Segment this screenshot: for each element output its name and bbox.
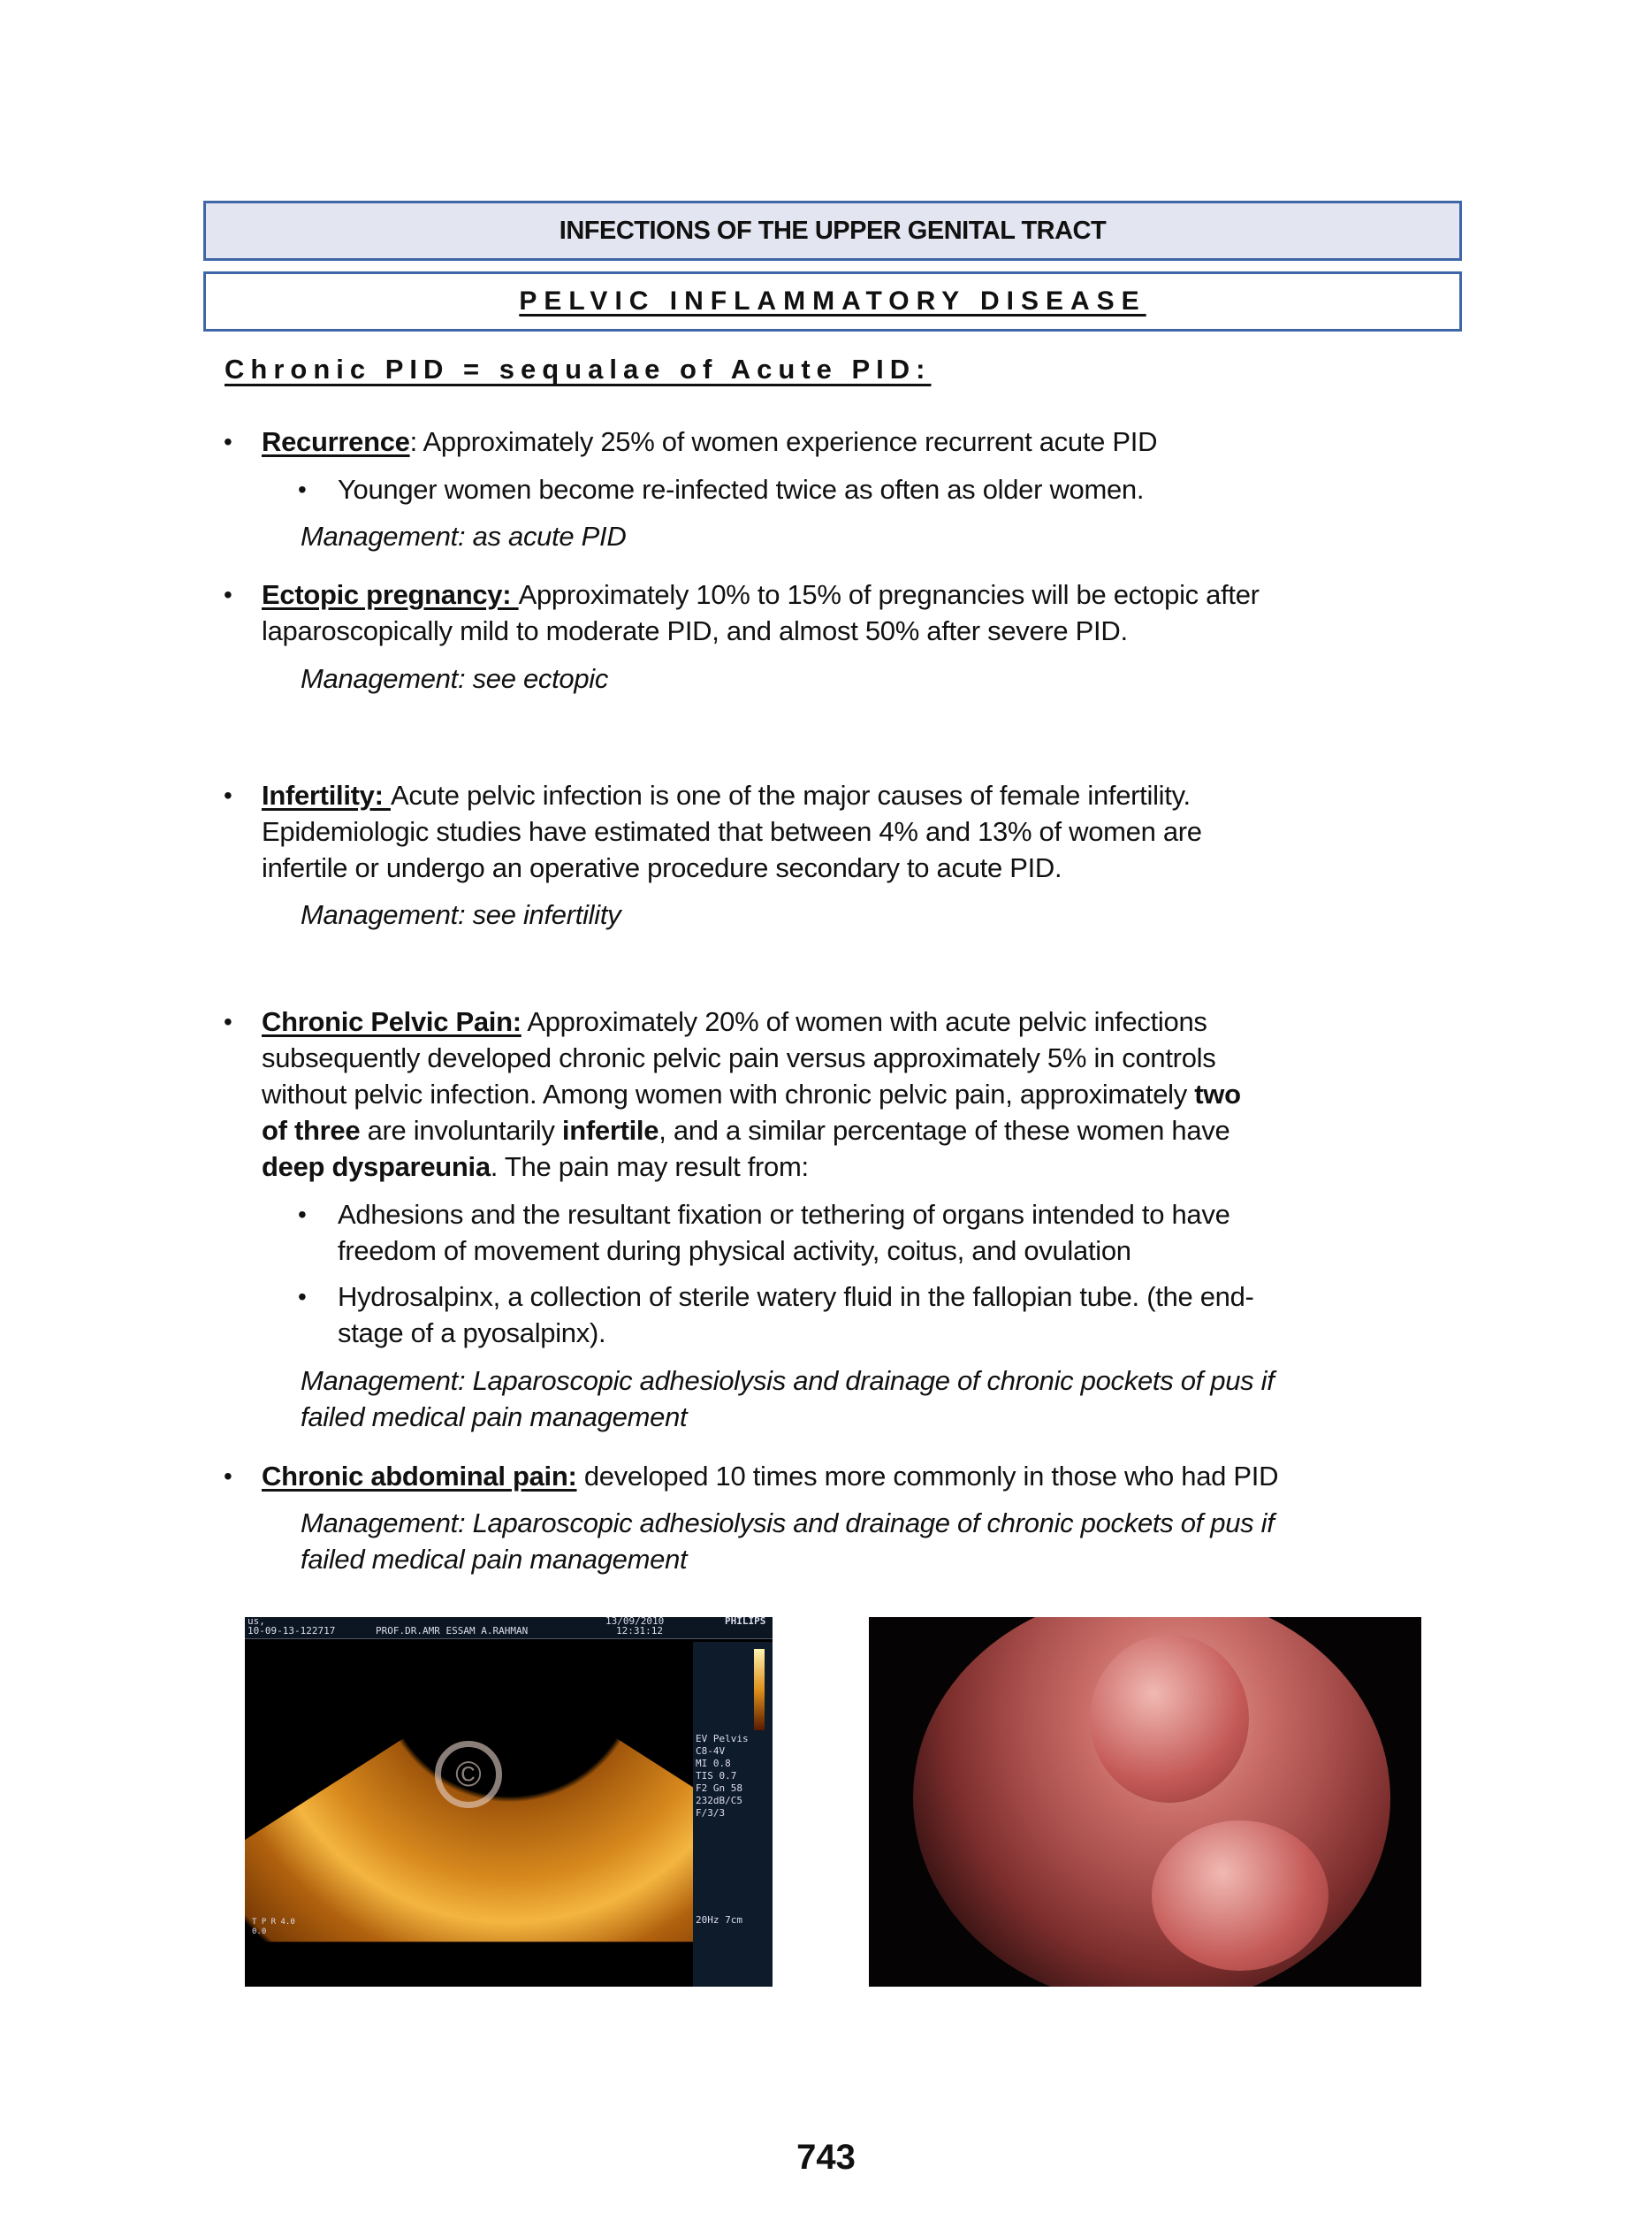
text-line (262, 850, 1062, 886)
text-line (262, 1458, 1278, 1494)
text-line (262, 1148, 809, 1185)
us-param: MI 0.8 (696, 1758, 731, 1769)
us-id: us, (247, 1617, 265, 1627)
bullet-icon: • (224, 581, 232, 608)
ultrasound-header (245, 1617, 773, 1639)
text-segment: of three (262, 1115, 361, 1146)
chapter-title: PELVIC INFLAMMATORY DISEASE (519, 286, 1146, 316)
chapter-title-box (203, 271, 1462, 332)
management-line (301, 660, 608, 697)
term-heading: Recurrence (262, 426, 410, 457)
bullet-icon: • (224, 1462, 232, 1490)
term-heading: Chronic Pelvic Pain: (262, 1006, 521, 1037)
text-line (338, 1196, 1230, 1232)
text-segment: Approximately 20% of women with acute pelvic infections (521, 1006, 1207, 1037)
tissue-mass (1090, 1635, 1249, 1803)
text-line (338, 1232, 1131, 1269)
text-segment: Epidemiologic studies have estimated that between 4% and 13% of women are (262, 816, 1202, 847)
page-number: 743 (796, 2138, 856, 2177)
text-segment: Management: Laparoscopic adhesiolysis and drainage of chronic pockets of pus if (301, 1365, 1275, 1396)
us-param: F2 Gn 58 (696, 1782, 742, 1794)
management-line (301, 518, 626, 554)
text-line (262, 613, 1128, 649)
text-segment: infertile (561, 1115, 659, 1146)
text-segment: Younger women become re-infected twice as often as older women. (338, 474, 1145, 505)
text-segment: Management: see ectopic (301, 663, 609, 694)
grayscale-bar (754, 1649, 765, 1730)
bullet-icon: • (298, 476, 307, 503)
term-heading: Infertility: (262, 780, 391, 811)
text-line (338, 471, 1144, 507)
text-segment: . The pain may result from: (490, 1151, 809, 1182)
management-line (301, 1399, 687, 1435)
us-orientation: T P R 4.0 0.0 (252, 1918, 295, 1936)
bullet-icon: • (298, 1283, 307, 1310)
text-segment: failed medical pain management (301, 1544, 688, 1575)
text-segment: Acute pelvic infection is one of the major causes of female infertility. (390, 780, 1191, 811)
us-param: TIS 0.7 (696, 1770, 737, 1782)
term-heading: Ectopic pregnancy: (262, 579, 519, 610)
text-line (262, 1003, 1207, 1040)
us-footer: 20Hz 7cm (696, 1914, 742, 1926)
tissue-mass (1152, 1820, 1328, 1971)
management-line (301, 897, 620, 933)
text-segment: are involuntarily (360, 1115, 562, 1146)
text-line (262, 813, 1202, 850)
us-brand: PHILIPS (725, 1617, 766, 1627)
text-segment: failed medical pain management (301, 1401, 688, 1432)
us-param: EV Pelvis (696, 1733, 749, 1744)
management-line (301, 1362, 1275, 1399)
laparoscopy-image (869, 1617, 1421, 1987)
text-line (262, 777, 1191, 813)
text-segment: subsequently developed chronic pelvic pain versus approximately 5% in controls (262, 1042, 1216, 1073)
text-segment: infertile or undergo an operative procedure secondary to acute PID. (262, 852, 1062, 883)
text-line (262, 1076, 1241, 1112)
us-operator: PROF.DR.AMR ESSAM A.RAHMAN (376, 1625, 529, 1637)
section-title: INFECTIONS OF THE UPPER GENITAL TRACT (559, 216, 1107, 245)
section-title-box (203, 201, 1462, 261)
us-param: F/3/3 (696, 1807, 726, 1819)
text-segment: without pelvic infection. Among women with chronic pelvic pain, approximately (262, 1079, 1195, 1110)
text-segment: deep dyspareunia (262, 1151, 491, 1182)
copyright-watermark: © (435, 1741, 502, 1808)
text-line (338, 1278, 1254, 1315)
text-segment: Management: as acute PID (301, 521, 627, 552)
text-segment: : Approximately 25% of women experience recurrent acute PID (409, 426, 1158, 457)
text-segment: developed 10 times more commonly in those who had PID (576, 1461, 1279, 1492)
subtitle: Chronic PID = sequalae of Acute PID: (225, 354, 932, 385)
text-segment: two (1194, 1079, 1241, 1110)
text-line (262, 1112, 1229, 1148)
text-line (262, 1040, 1215, 1076)
ultrasound-image (245, 1617, 773, 1987)
text-segment: Management: see infertility (301, 899, 621, 930)
us-date: 13/09/2010 (605, 1617, 665, 1627)
text-segment: Hydrosalpinx, a collection of sterile watery fluid in the fallopian tube. (the end- (338, 1281, 1254, 1312)
us-param: C8-4V (696, 1745, 726, 1757)
us-id-number: 10-09-13-122717 (247, 1625, 336, 1637)
text-line (262, 424, 1157, 460)
bullet-icon: • (224, 428, 232, 455)
management-line (301, 1505, 1275, 1541)
us-time: 12:31:12 (616, 1625, 663, 1637)
text-segment: Adhesions and the resultant fixation or tethering of organs intended to have (338, 1199, 1230, 1230)
text-line (338, 1315, 605, 1351)
us-param: 232dB/C5 (696, 1795, 742, 1806)
bullet-icon: • (224, 1008, 232, 1035)
text-segment: laparoscopically mild to moderate PID, and almost 50% after severe PID. (262, 615, 1128, 646)
text-segment: freedom of movement during physical activity, coitus, and ovulation (338, 1235, 1131, 1266)
term-heading: Chronic abdominal pain: (262, 1461, 577, 1492)
text-segment: Management: Laparoscopic adhesiolysis and drainage of chronic pockets of pus if (301, 1507, 1275, 1538)
text-segment: Approximately 10% to 15% of pregnancies will be ectopic after (518, 579, 1260, 610)
bullet-icon: • (298, 1201, 307, 1228)
text-segment: stage of a pyosalpinx). (338, 1317, 606, 1348)
text-line (262, 576, 1260, 613)
text-segment: , and a similar percentage of these women have (659, 1115, 1230, 1146)
bullet-icon: • (224, 782, 232, 809)
management-line (301, 1541, 687, 1577)
